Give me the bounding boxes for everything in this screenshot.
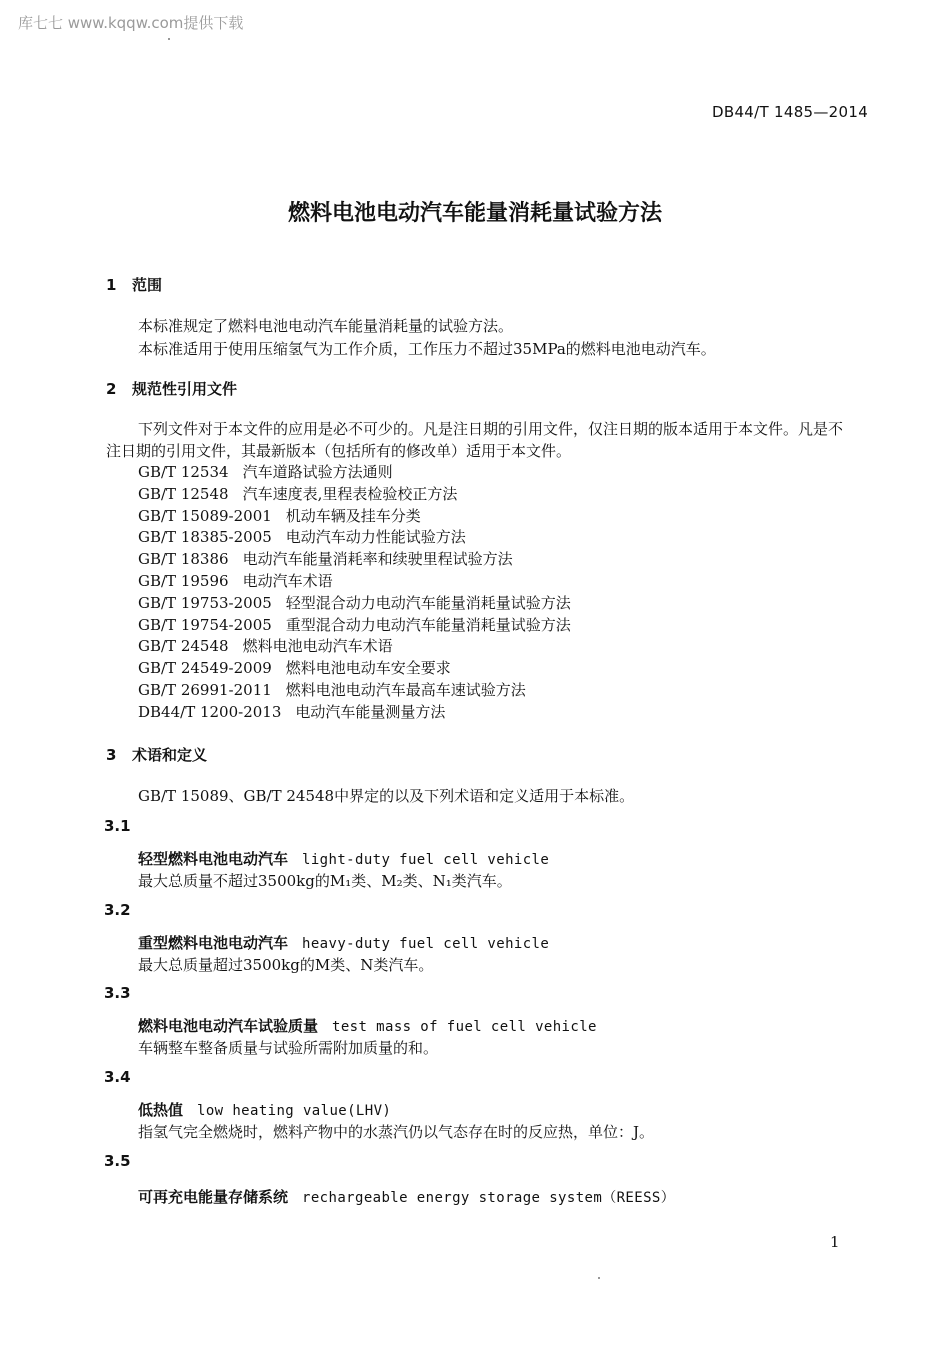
term-3-4-number: 3.4 bbox=[104, 1068, 131, 1086]
reference-code: GB/T 15089-2001 bbox=[138, 506, 272, 525]
term-3-5-number: 3.5 bbox=[104, 1152, 131, 1170]
reference-name: 轻型混合动力电动汽车能量消耗量试验方法 bbox=[285, 593, 571, 612]
term-3-1-number: 3.1 bbox=[104, 817, 131, 835]
term-3-4-definition: 指氢气完全燃烧时，燃料产物中的水蒸汽仍以气态存在时的反应热，单位：J。 bbox=[138, 1123, 655, 1141]
reference-item bbox=[138, 658, 571, 680]
reference-code: GB/T 12534 bbox=[138, 463, 229, 481]
reference-name: 燃料电池电动车安全要求 bbox=[285, 659, 451, 678]
term-3-3-chinese: 燃料电池电动汽车试验质量 bbox=[138, 1017, 319, 1035]
term-3-5-english: rechargeable energy storage system（REESS） bbox=[302, 1190, 676, 1206]
section-2-title: 规范性引用文件 bbox=[132, 380, 238, 398]
reference-code: GB/T 24548 bbox=[138, 637, 229, 656]
reference-code: GB/T 26991-2011 bbox=[138, 680, 272, 699]
term-3-4-english: low heating value(LHV) bbox=[197, 1103, 392, 1119]
reference-code: GB/T 24549-2009 bbox=[138, 659, 272, 678]
reference-name: 电动汽车能量消耗率和续驶里程试验方法 bbox=[242, 550, 513, 569]
term-3-1-english: light-duty fuel cell vehicle bbox=[302, 852, 550, 868]
term-3-2-number: 3.2 bbox=[104, 901, 131, 919]
reference-item bbox=[138, 571, 571, 593]
term-3-2-english: heavy-duty fuel cell vehicle bbox=[302, 936, 550, 952]
reference-code: GB/T 19596 bbox=[138, 571, 229, 590]
reference-code: GB/T 12548 bbox=[138, 484, 229, 503]
section-1-number: 1 bbox=[106, 276, 117, 294]
section-3-intro: GB/T 15089、GB/T 24548中界定的以及下列术语和定义适用于本标准。 bbox=[138, 787, 635, 805]
reference-name: 电动汽车术语 bbox=[242, 571, 333, 590]
section-1-paragraph-2: 本标准适用于使用压缩氢气为工作介质，工作压力不超过35MPa的燃料电池电动汽车。 bbox=[138, 340, 716, 358]
reference-code: DB44/T 1200-2013 bbox=[138, 702, 282, 721]
reference-name: 燃料电池电动汽车最高车速试验方法 bbox=[285, 680, 526, 699]
reference-item bbox=[138, 702, 571, 724]
section-3-heading bbox=[106, 744, 207, 765]
term-3-3 bbox=[138, 1015, 597, 1036]
scan-speck bbox=[598, 1277, 600, 1279]
reference-name: 重型混合动力电动汽车能量消耗量试验方法 bbox=[285, 615, 571, 634]
reference-item bbox=[138, 527, 571, 549]
reference-item bbox=[138, 593, 571, 615]
term-3-2-definition: 最大总质量超过3500kg的M类、N类汽车。 bbox=[138, 956, 434, 974]
section-1-heading bbox=[106, 274, 162, 295]
section-3-title: 术语和定义 bbox=[132, 746, 208, 764]
reference-name: 电动汽车能量测量方法 bbox=[295, 702, 446, 721]
reference-item bbox=[138, 615, 571, 637]
scan-speck bbox=[168, 38, 170, 40]
reference-name: 电动汽车动力性能试验方法 bbox=[285, 528, 466, 547]
reference-code: GB/T 19754-2005 bbox=[138, 615, 272, 634]
page-number: 1 bbox=[830, 1233, 840, 1251]
reference-name: 机动车辆及挂车分类 bbox=[285, 506, 421, 525]
term-3-3-english: test mass of fuel cell vehicle bbox=[332, 1019, 597, 1035]
term-3-1 bbox=[138, 848, 549, 869]
reference-name: 燃料电池电动汽车术语 bbox=[242, 637, 393, 656]
term-3-1-chinese: 轻型燃料电池电动汽车 bbox=[138, 850, 289, 868]
reference-item bbox=[138, 462, 571, 484]
term-3-2-chinese: 重型燃料电池电动汽车 bbox=[138, 934, 289, 952]
reference-code: GB/T 18385-2005 bbox=[138, 528, 272, 547]
section-1-paragraph-1: 本标准规定了燃料电池电动汽车能量消耗量的试验方法。 bbox=[138, 317, 514, 335]
reference-item bbox=[138, 549, 571, 571]
reference-list bbox=[138, 462, 571, 724]
term-3-3-definition: 车辆整车整备质量与试验所需附加质量的和。 bbox=[138, 1039, 439, 1057]
reference-item bbox=[138, 680, 571, 702]
watermark-text: 库七七 www.kqqw.com提供下载 bbox=[18, 14, 244, 32]
reference-name: 汽车道路试验方法通则 bbox=[242, 463, 393, 481]
document-title: 燃料电池电动汽车能量消耗量试验方法 bbox=[287, 201, 662, 226]
section-2-number: 2 bbox=[106, 380, 117, 398]
section-1-title: 范围 bbox=[132, 276, 163, 294]
reference-code: GB/T 18386 bbox=[138, 550, 229, 569]
section-2-intro: 下列文件对于本文件的应用是必不可少的。凡是注日期的引用文件，仅注日期的版本适用于本文件。凡是不注日期的引用文件，其最新版本（包括所有的修改单）适用于本文件。 bbox=[106, 420, 844, 460]
reference-item bbox=[138, 506, 571, 528]
reference-code: GB/T 19753-2005 bbox=[138, 593, 272, 612]
term-3-2 bbox=[138, 932, 549, 953]
document-number: DB44/T 1485—2014 bbox=[712, 103, 869, 121]
term-3-4 bbox=[138, 1099, 391, 1120]
section-3-number: 3 bbox=[106, 746, 117, 764]
reference-item bbox=[138, 484, 571, 506]
reference-item bbox=[138, 636, 571, 658]
reference-name: 汽车速度表,里程表检验校正方法 bbox=[242, 484, 458, 503]
term-3-5-chinese: 可再充电能量存储系统 bbox=[138, 1188, 289, 1206]
section-2-heading bbox=[106, 378, 237, 399]
term-3-3-number: 3.3 bbox=[104, 984, 131, 1002]
term-3-1-definition: 最大总质量不超过3500kg的M₁类、M₂类、N₁类汽车。 bbox=[138, 872, 512, 890]
term-3-4-chinese: 低热值 bbox=[138, 1101, 184, 1119]
term-3-5 bbox=[138, 1186, 675, 1207]
